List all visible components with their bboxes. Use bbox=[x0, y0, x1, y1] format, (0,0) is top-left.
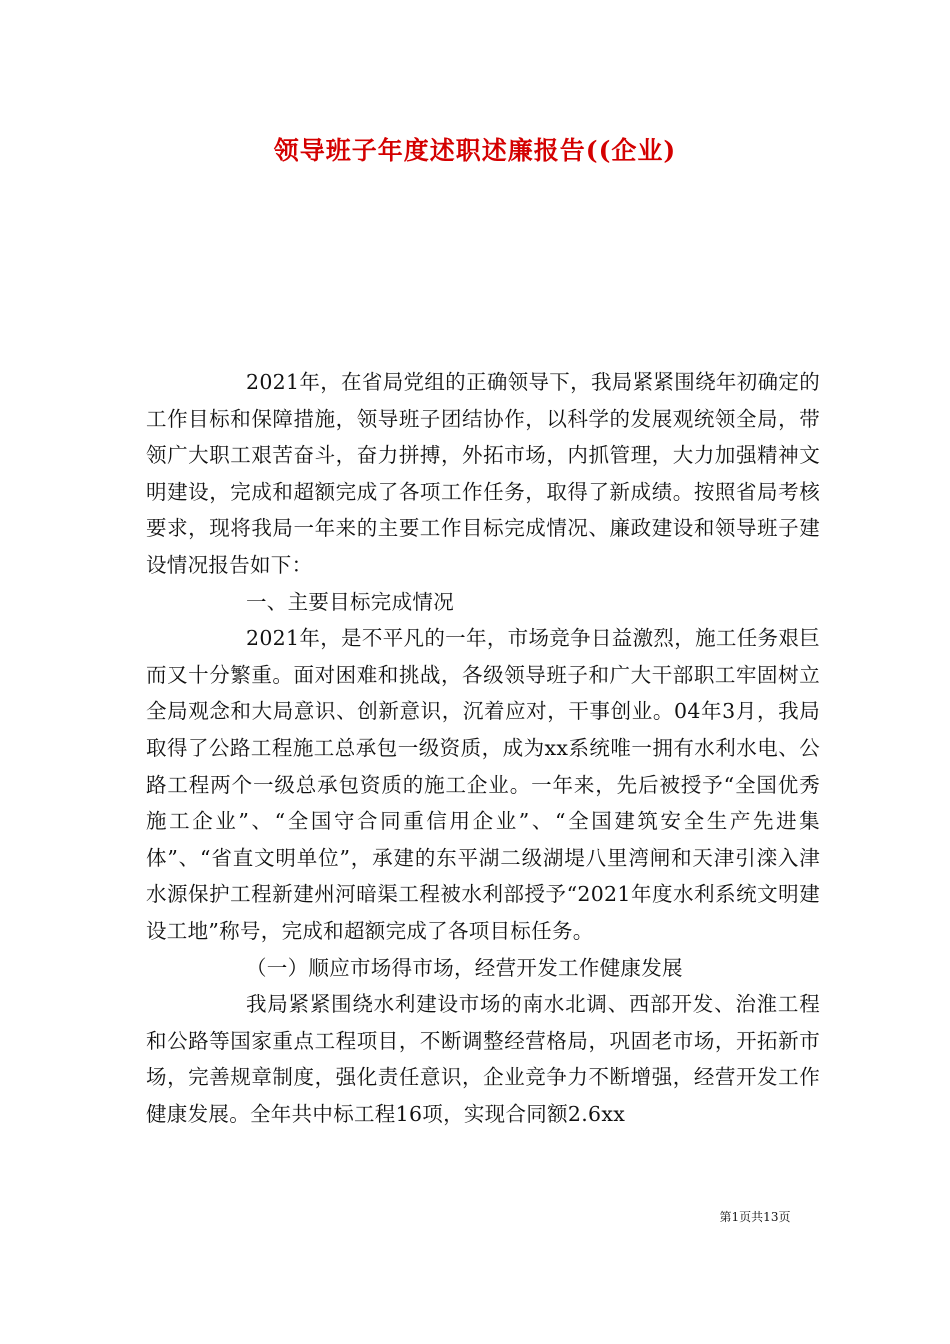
intro-paragraph: 2021年，在省局党组的正确领导下，我局紧紧围绕年初确定的工作目标和保障措施，领导班子团结协作，以科学的发展观统领全局，带领广大职工艰苦奋斗，奋力拼搏，外拓市场，内抓管理，大力加强精神文明建设，完成和超额完成了各项工作任务，取得了新成绩。按照省局考核要求，现将我局一年来的主要工作目标完成情况、廉政建设和领导班子建设情况报告如下： bbox=[146, 370, 820, 577]
page-number: 第1页共13页 bbox=[719, 1210, 791, 1224]
document-body bbox=[146, 364, 820, 1132]
document-title: 领导班子年度述职述廉报告((企业) bbox=[273, 136, 677, 165]
subsection-heading-market: （一）顺应市场得市场，经营开发工作健康发展 bbox=[246, 955, 683, 980]
market-paragraph: 我局紧紧围绕水利建设市场的南水北调、西部开发、治淮工程和公路等国家重点工程项目，不断调整经营格局，巩固老市场，开拓新市场，完善规章制度，强化责任意识，企业竞争力不断增强，经营开发工作健康发展。全年共中标工程16项，实现合同额2.6xx bbox=[146, 992, 820, 1126]
goals-paragraph: 2021年，是不平凡的一年，市场竞争日益激烈，施工任务艰巨而又十分繁重。面对困难和挑战，各级领导班子和广大干部职工牢固树立全局观念和大局意识、创新意识，沉着应对，干事创业。04年3月，我局取得了公路工程施工总承包一级资质，成为xx系统唯一拥有水利水电、公路工程两个一级总承包资质的施工企业。一年来，先后被授予“全国优秀施工企业”、“全国守合同重信用企业”、“全国建筑安全生产先进集体”、“省直文明单位”，承建的东平湖二级湖堤八里湾闸和天津引滦入津水源保护工程新建州河暗渠工程被水利部授予“2021年度水利系统文明建设工地”称号，完成和超额完成了各项目标任务。 bbox=[146, 626, 820, 943]
section-heading-main-goals: 一、主要目标完成情况 bbox=[246, 589, 454, 614]
